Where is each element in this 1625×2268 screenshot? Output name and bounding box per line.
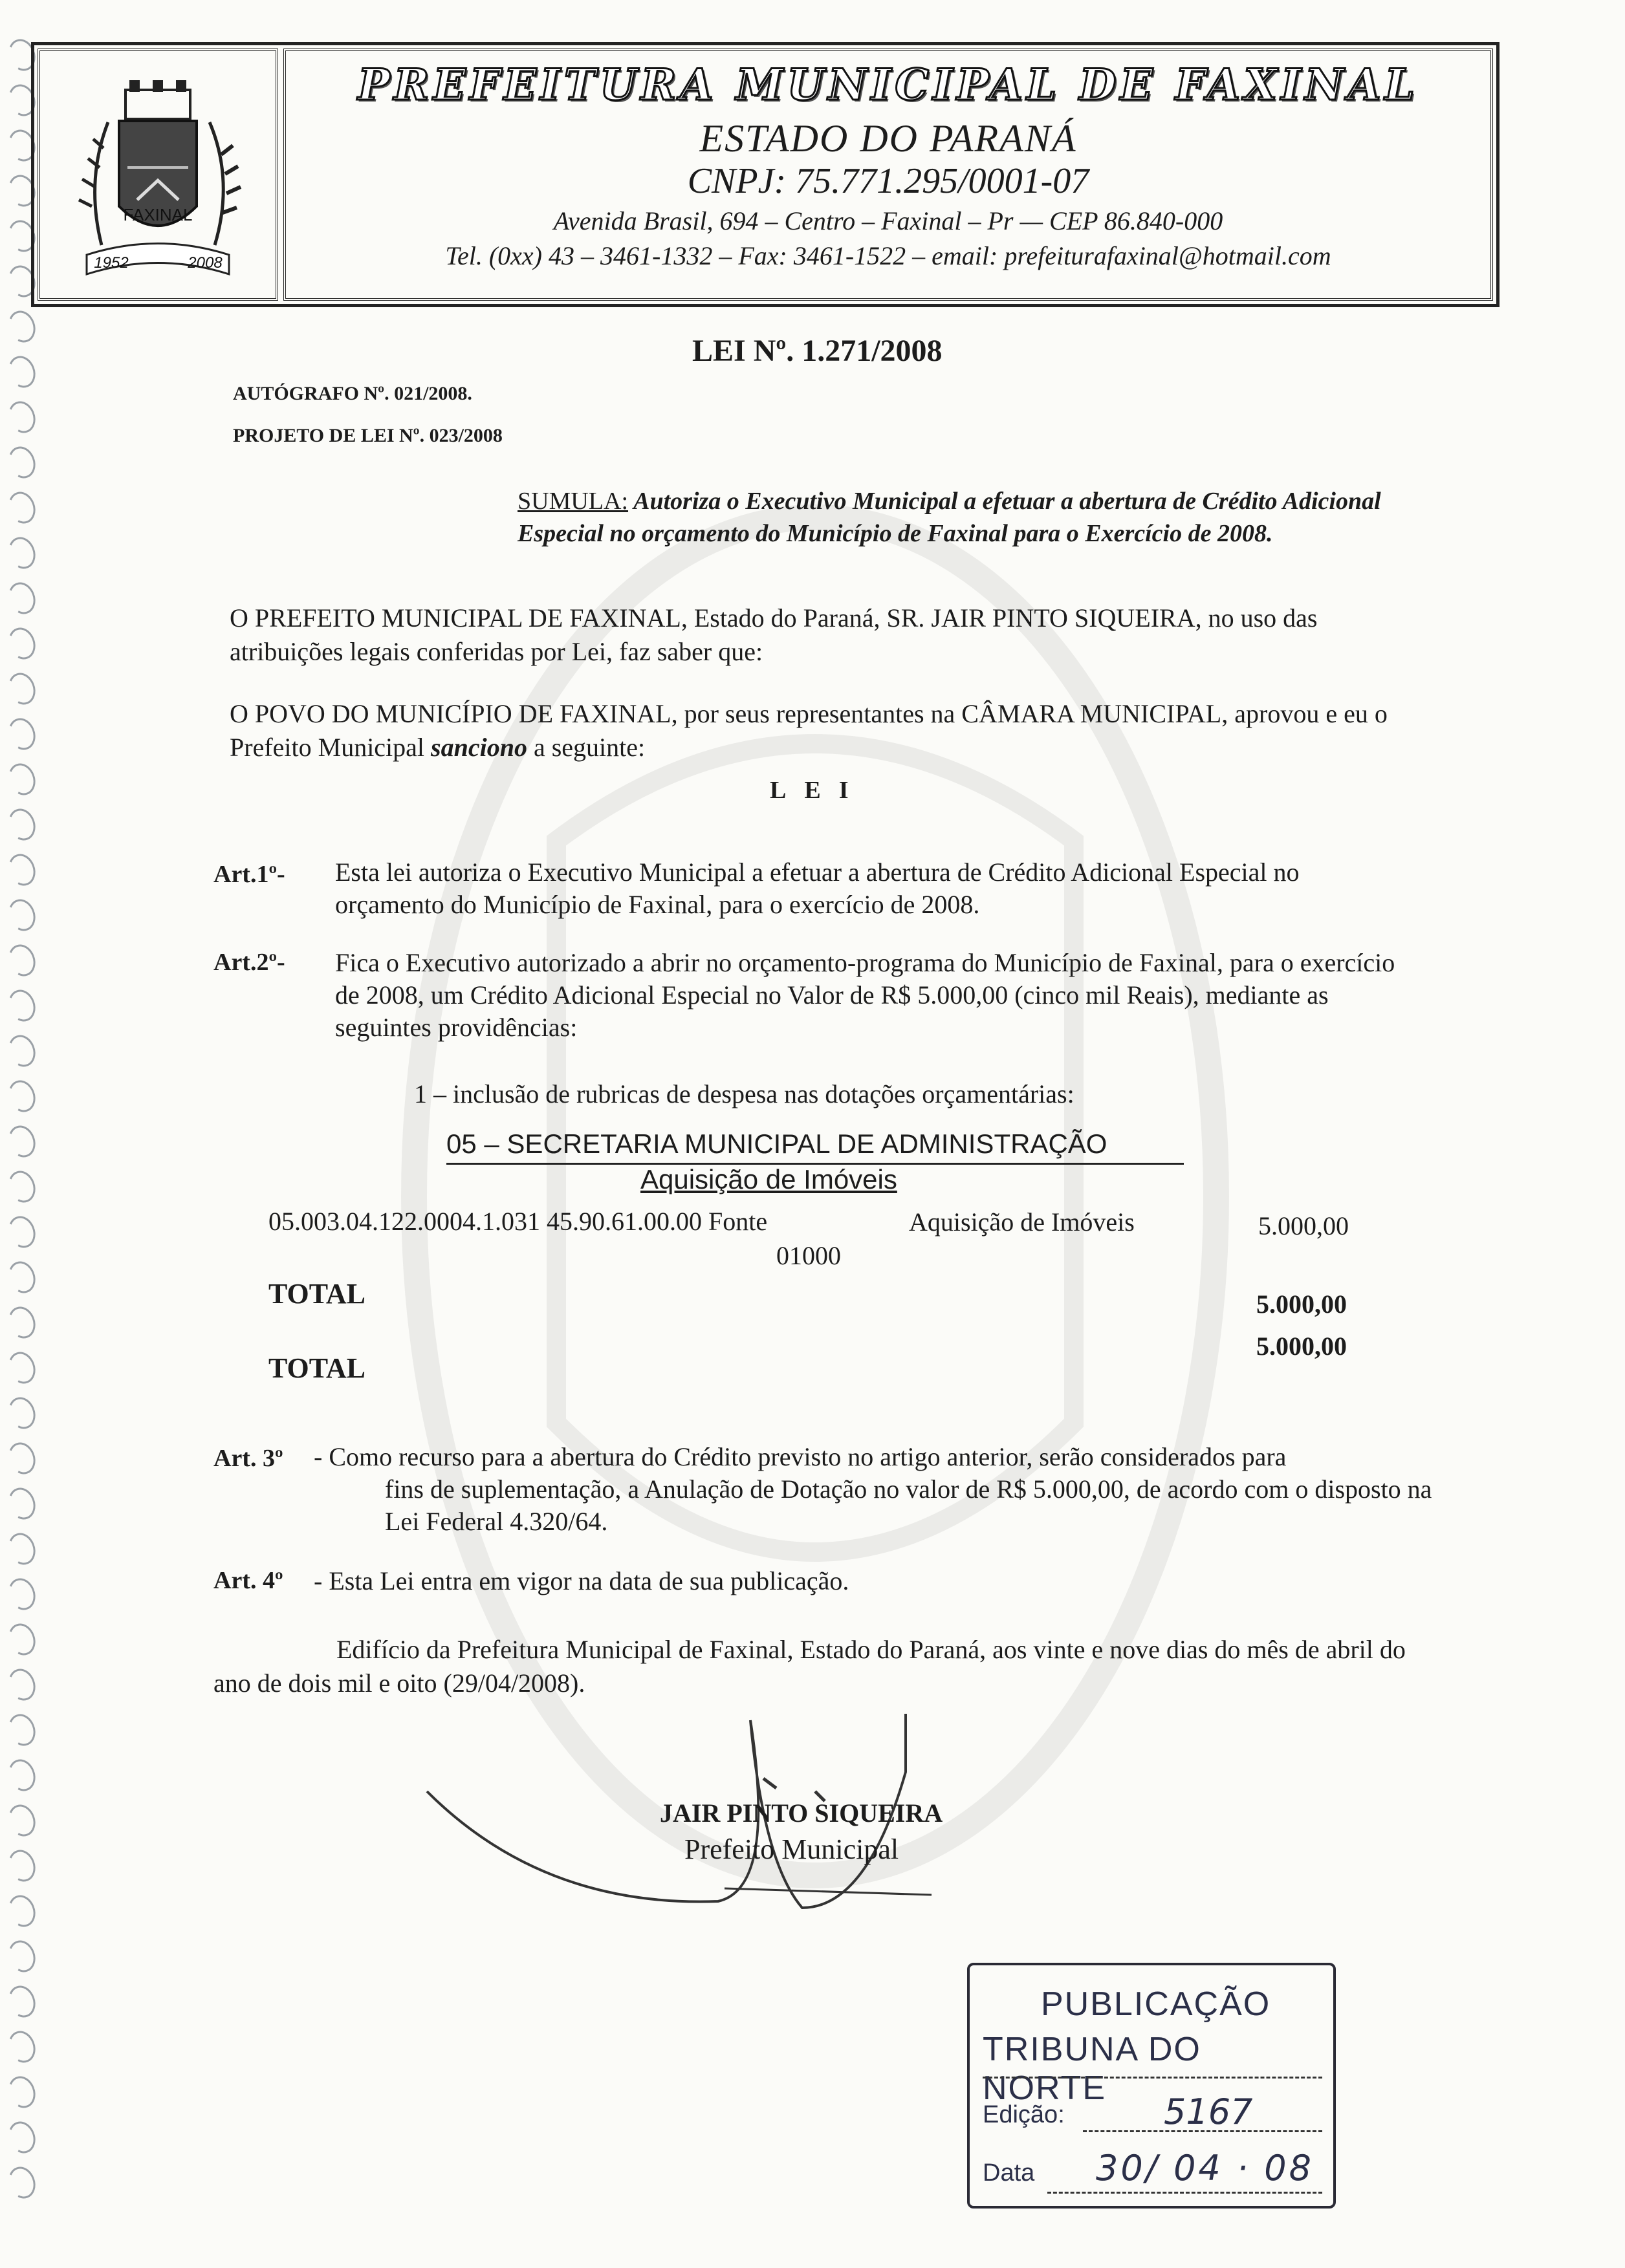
signer-role: Prefeito Municipal <box>684 1833 899 1865</box>
sumula-text: Autoriza o Executivo Municipal a efetuar a abertura de Crédito Adicional Especial no orçamento do Município de Faxinal para o Exercício de 2008. <box>518 488 1381 547</box>
spiral-hole <box>5 1484 40 1524</box>
spiral-hole <box>5 2118 40 2157</box>
art2-label: Art.2º- <box>213 949 285 976</box>
fonte-code: 01000 <box>776 1241 841 1270</box>
spiral-hole <box>5 1937 40 1976</box>
spiral-hole <box>5 1213 40 1252</box>
stamp-publicacao: PUBLICAÇÃO <box>1041 1985 1271 2023</box>
spiral-hole <box>5 1394 40 1433</box>
spiral-hole <box>5 443 40 482</box>
spiral-hole <box>5 534 40 573</box>
spiral-hole <box>5 986 40 1026</box>
art3-text <box>314 1441 1433 1538</box>
spiral-hole <box>5 2073 40 2112</box>
autografo-number: AUTÓGRAFO Nº. 021/2008. <box>233 383 472 404</box>
spiral-hole <box>5 624 40 664</box>
spiral-hole <box>5 1756 40 1795</box>
spiral-hole <box>5 1801 40 1841</box>
art4-label: Art. 4º <box>213 1567 283 1594</box>
stamp-edicao-label: Edição: <box>983 2101 1065 2128</box>
approval-text-c: a seguinte: <box>527 733 646 762</box>
art2-text: Fica o Executivo autorizado a abrir no orçamento-programa do Município de Faxinal, para o exercício de 2008, um Crédito Adicional Especial no Valor de R$ 5.000,00 (cinco mil Reais), mediante as seguintes providências: <box>335 948 1395 1042</box>
publication-stamp <box>967 1963 1336 2209</box>
spiral-hole <box>5 715 40 754</box>
sumula <box>518 485 1410 550</box>
spiral-hole <box>5 352 40 392</box>
spiral-hole <box>5 1258 40 1297</box>
spiral-hole <box>5 1982 40 2022</box>
stamp-edicao-line <box>1083 2130 1322 2132</box>
header-estado: ESTADO DO PARANÁ <box>699 117 1077 160</box>
aquisicao-heading: Aquisição de Imóveis <box>640 1164 897 1194</box>
signer-name: JAIR PINTO SIQUEIRA <box>660 1798 943 1828</box>
art1-text: Esta lei autoriza o Executivo Municipal a efetuar a abertura de Crédito Adicional Especial no orçamento do Município de Faxinal, para o exercício de 2008. <box>335 858 1300 919</box>
spiral-hole <box>5 1167 40 1207</box>
stamp-divider <box>983 2077 1322 2079</box>
spiral-hole <box>5 398 40 437</box>
spiral-hole <box>5 488 40 528</box>
spiral-hole <box>5 805 40 845</box>
approval-text-a: O POVO DO MUNICÍPIO DE FAXINAL, por seus representantes na CÂMARA MUNICIPAL, aprovou e eu o Prefeito Municipal <box>230 699 1388 762</box>
header-contact: Tel. (0xx) 43 – 3461-1332 – Fax: 3461-1522 – email: prefeiturafaxinal@hotmail.com <box>445 241 1331 270</box>
spiral-hole <box>5 760 40 799</box>
total-label-2: TOTAL <box>268 1352 365 1384</box>
spiral-hole <box>5 1846 40 1886</box>
art3-text-1: - Como recurso para a abertura do Crédito previsto no artigo anterior, serão considerados para <box>314 1442 1287 1471</box>
inclusao-line: 1 – inclusão de rubricas de despesa nas dotações orçamentárias: <box>414 1079 1074 1108</box>
header-address: Avenida Brasil, 694 – Centro – Faxinal – Pr — CEP 86.840-000 <box>553 206 1223 235</box>
lei-title: LEI Nº. 1.271/2008 <box>692 334 943 368</box>
lei-heading: LEI <box>770 777 867 804</box>
approval-sanciono: sanciono <box>431 733 527 762</box>
header-title: PREFEITURA MUNICIPAL DE FAXINAL <box>358 59 1419 110</box>
art3-label: Art. 3º <box>213 1445 283 1472</box>
sumula-label: SUMULA: <box>518 488 629 515</box>
art1-label: Art.1º- <box>213 861 285 888</box>
stamp-newspaper: TRIBUNA DO NORTE <box>983 2031 1201 2107</box>
stamp-data-line <box>1047 2192 1322 2194</box>
spiral-hole <box>5 1077 40 1116</box>
spiral-hole <box>5 1439 40 1478</box>
logo-year-right: 2008 <box>188 254 223 272</box>
logo-year-left: 1952 <box>94 254 129 272</box>
spiral-hole <box>5 1031 40 1071</box>
spiral-hole <box>5 1575 40 1614</box>
logo-frame <box>38 49 278 301</box>
total-value-2: 5.000,00 <box>1256 1332 1347 1361</box>
intro-paragraph: O PREFEITO MUNICIPAL DE FAXINAL, Estado do Paraná, SR. JAIR PINTO SIQUEIRA, no uso das atribuições legais conferidas por Lei, faz saber que: <box>230 603 1318 666</box>
total-value-1: 5.000,00 <box>1256 1290 1347 1319</box>
approval-paragraph <box>230 697 1433 764</box>
art3-text-2: fins de suplementação, a Anulação de Dotação no valor de R$ 5.000,00, de acordo com o disposto na Lei Federal 4.320/64. <box>385 1474 1432 1536</box>
spiral-hole <box>5 1348 40 1388</box>
stamp-edicao-value: 5167 <box>1164 2091 1253 2132</box>
spiral-hole <box>5 1303 40 1343</box>
budget-description: Aquisição de Imóveis <box>909 1207 1135 1237</box>
spiral-hole <box>5 1122 40 1161</box>
spiral-hole <box>5 1620 40 1659</box>
spiral-hole <box>5 579 40 618</box>
logo-city-text: FAXINAL <box>123 205 193 224</box>
secretaria-heading: 05 – SECRETARIA MUNICIPAL DE ADMINISTRAÇÃO <box>446 1129 1107 1159</box>
spiral-hole <box>5 669 40 709</box>
spiral-hole <box>5 1665 40 1705</box>
projeto-number: PROJETO DE LEI Nº. 023/2008 <box>233 425 503 446</box>
spiral-hole <box>5 1892 40 1931</box>
spiral-hole <box>5 896 40 935</box>
spiral-hole <box>5 2027 40 2067</box>
municipal-coat-of-arms-icon <box>40 51 276 298</box>
stamp-data-value: 30/ 04 · 08 <box>1096 2148 1314 2188</box>
spiral-hole <box>5 941 40 980</box>
spiral-hole <box>5 850 40 890</box>
stamp-data-label: Data <box>983 2159 1035 2187</box>
spiral-hole <box>5 2163 40 2203</box>
spiral-hole <box>5 1529 40 1569</box>
closing-paragraph: Edifício da Prefeitura Municipal de Faxinal, Estado do Paraná, aos vinte e nove dias do mês de abril do ano de dois mil e oito (29/04/2008). <box>213 1635 1406 1698</box>
spiral-binding <box>9 39 54 2238</box>
budget-value: 5.000,00 <box>1258 1211 1349 1240</box>
budget-code: 05.003.04.122.0004.1.031 45.90.61.00.00 Fonte <box>268 1207 768 1236</box>
art4-text: - Esta Lei entra em vigor na data de sua publicação. <box>314 1566 849 1595</box>
spiral-hole <box>5 1711 40 1750</box>
header-cnpj: CNPJ: 75.771.295/0001-07 <box>687 161 1089 201</box>
spiral-hole <box>5 307 40 347</box>
total-label-1: TOTAL <box>268 1278 365 1310</box>
